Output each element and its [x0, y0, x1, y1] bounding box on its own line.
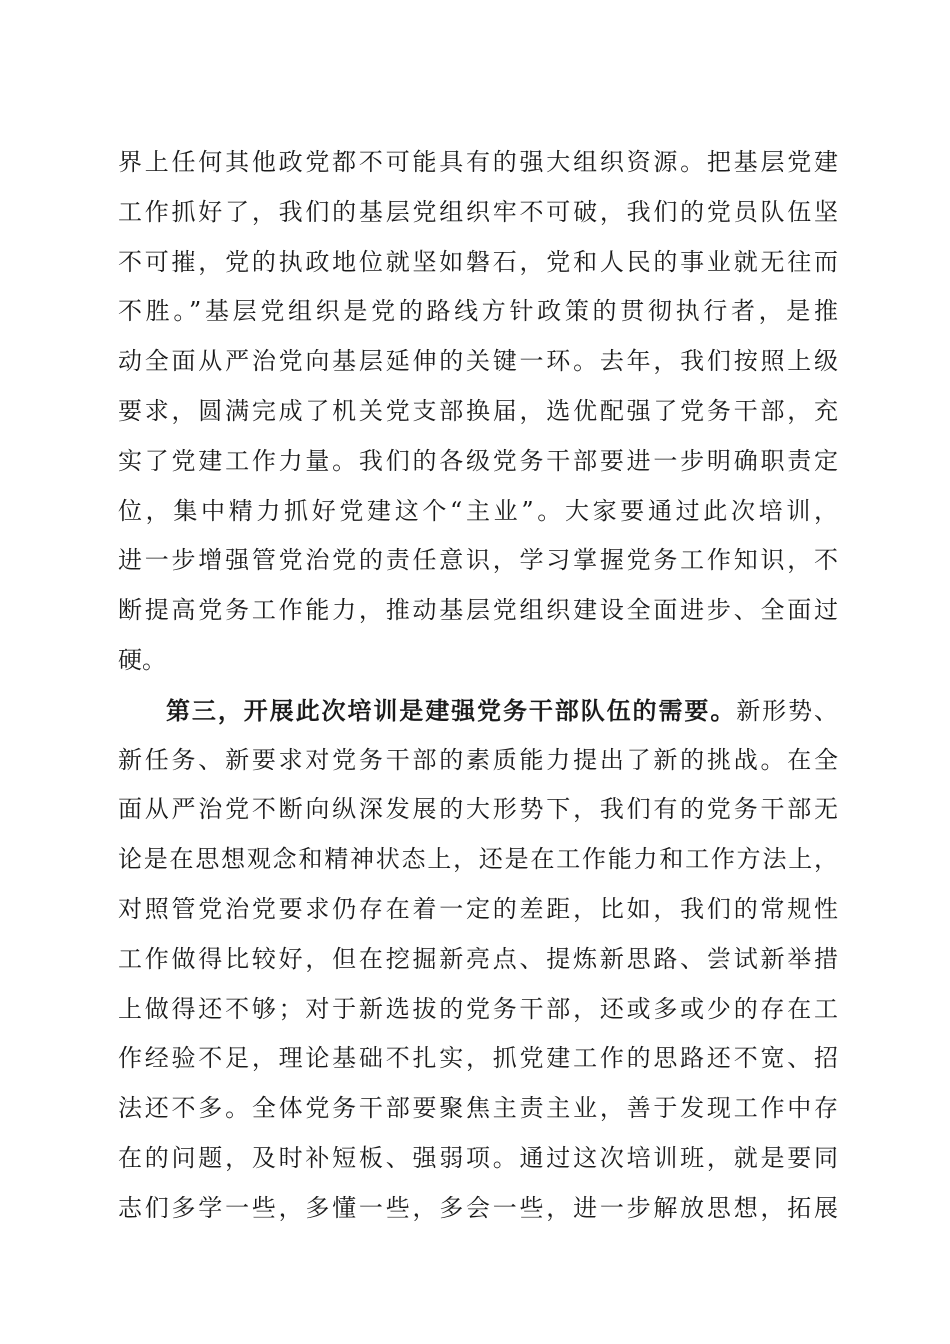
text-line: 对照管党治党要求仍存在着一定的差距，比如，我们的常规性 — [118, 894, 838, 923]
paragraph-lead-sentence: 第三，开展此次培训是建强党务干部队伍的需要。 — [166, 695, 737, 725]
text-line: 上做得还不够；对于新选拔的党务干部，还或多或少的存在工 — [118, 994, 838, 1023]
text-line: 法还不多。全体党务干部要聚焦主责主业，善于发现工作中存 — [118, 1094, 838, 1123]
text-line: 断提高党务工作能力，推动基层党组织建设全面进步、全面过 — [118, 596, 838, 625]
text-line: 不可摧，党的执政地位就坚如磐石，党和人民的事业就无往而 — [118, 247, 838, 276]
text-line: 工作做得比较好，但在挖掘新亮点、提炼新思路、尝试新举措 — [118, 944, 838, 973]
paragraph-text: 新形势、 — [736, 696, 839, 725]
text-line: 进一步增强管党治党的责任意识，学习掌握党务工作知识，不 — [118, 546, 838, 575]
paragraph-1 — [118, 138, 838, 686]
text-line: 面从严治党不断向纵深发展的大形势下，我们有的党务干部无 — [118, 795, 838, 824]
text-line: 界上任何其他政党都不可能具有的强大组织资源。把基层党建 — [118, 148, 838, 176]
text-line: 作经验不足，理论基础不扎实，抓党建工作的思路还不宽、招 — [118, 1044, 838, 1073]
text-line: 动全面从严治党向基层延伸的关键一环。去年，我们按照上级 — [118, 347, 838, 376]
text-line: 硬。 — [118, 645, 166, 674]
paragraph-2 — [118, 686, 838, 1234]
text-line: 新任务、新要求对党务干部的素质能力提出了新的挑战。在全 — [118, 745, 838, 774]
text-line: 实了党建工作力量。我们的各级党务干部要进一步明确职责定 — [118, 446, 838, 475]
document-body — [118, 138, 838, 1234]
text-line: 志们多学一些，多懂一些，多会一些，进一步解放思想，拓展 — [118, 1193, 838, 1222]
text-line: 要求，圆满完成了机关党支部换届，选优配强了党务干部，充 — [118, 396, 838, 425]
text-line: 工作抓好了，我们的基层党组织牢不可破，我们的党员队伍坚 — [118, 197, 838, 226]
text-line: 位，集中精力抓好党建这个“主业”。大家要通过此次培训， — [118, 496, 838, 525]
text-line: 不胜。”基层党组织是党的路线方针政策的贯彻执行者，是推 — [118, 297, 838, 326]
text-line: 在的问题，及时补短板、强弱项。通过这次培训班，就是要同 — [118, 1143, 838, 1172]
text-line: 论是在思想观念和精神状态上，还是在工作能力和工作方法上， — [118, 845, 838, 874]
text-line — [118, 686, 838, 736]
